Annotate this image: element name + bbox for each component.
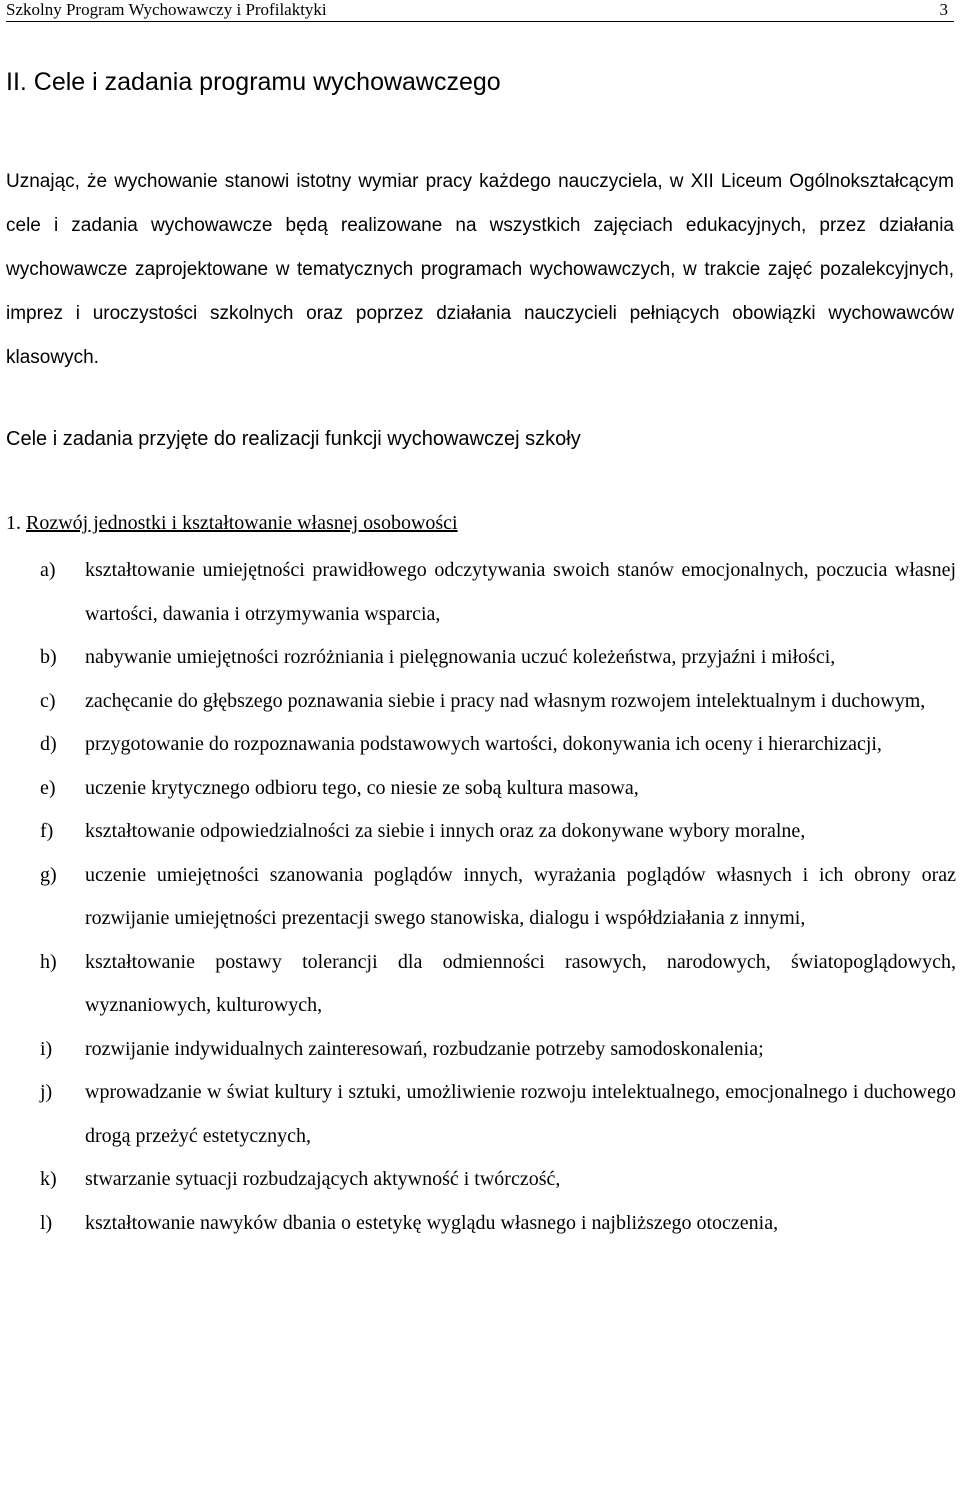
list-item-text: kształtowanie nawyków dbania o estetykę wyglądu własnego i najbliższego otoczenia, [85, 1211, 779, 1234]
list-item-label: j) [40, 1081, 53, 1103]
list-item-label: f) [40, 820, 54, 842]
list-item-text: kształtowanie umiejętności prawidłowego odczytywania swoich stanów emocjonalnych, poczucia własnej wartości, dawania i otrzymywania wsparcia, [85, 559, 956, 625]
list-item-text: kształtowanie postawy tolerancji dla odmienności rasowych, narodowych, światopoglądowych, wyznaniowych, kulturowych, [85, 950, 956, 1016]
list-item-text: stwarzanie sytuacji rozbudzających aktywność i twórczość, [85, 1168, 561, 1190]
list-item-text: uczenie umiejętności szanowania poglądów innych, wyrażania poglądów własnych i ich obrony oraz rozwijanie umiejętności prezentacji swego stanowiska, dialogu i współdziałania z innymi, [85, 863, 956, 929]
list-item [40, 1202, 956, 1246]
list-item-label: e) [40, 776, 56, 799]
list-item [40, 636, 956, 680]
list-item-label: d) [40, 733, 57, 755]
list-item [40, 767, 956, 811]
list-item-text: kształtowanie odpowiedzialności za siebie i innych oraz za dokonywane wybory moralne, [85, 820, 806, 842]
list-item-text: rozwijanie indywidualnych zainteresowań, rozbudzanie potrzeby samodoskonalenia; [85, 1037, 764, 1060]
list-item-label: l) [40, 1211, 53, 1234]
list-item-text: nabywanie umiejętności rozróżniania i pielęgnowania uczuć koleżeństwa, przyjaźni i miłości, [85, 646, 836, 668]
list-item [40, 723, 956, 767]
list-item [40, 549, 956, 636]
section-subtitle: Cele i zadania przyjęte do realizacji funkcji wychowawczej szkoły [6, 428, 581, 450]
intro-paragraph: Uznając, że wychowanie stanowi istotny wymiar pracy każdego nauczyciela, w XII Liceum Ogólnokształcącym cele i zadania wychowawcze będą realizowane na wszystkich zajęciach edukacyjnych, przez działania wychowawcze zaprojektowane w tematycznych programach wychowawczych, w trakcie zajęć pozalekcyjnych, imprez i uroczystości szkolnych oraz poprzez działania nauczycieli pełniących obowiązki wychowawców klasowych. [6, 171, 954, 368]
list-item [40, 1028, 956, 1072]
section-number: 1. [6, 512, 21, 534]
list-item [40, 1071, 956, 1158]
list-item-text: wprowadzanie w świat kultury i sztuki, umożliwienie rozwoju intelektualnego, emocjonalnego i duchowego drogą przeżyć estetycznych, [85, 1081, 956, 1147]
list-item-label: i) [40, 1037, 53, 1060]
goals-list [40, 549, 956, 1245]
page-header [6, 0, 954, 22]
list-item-text: zachęcanie do głębszego poznawania siebie i pracy nad własnym rozwojem intelektualnym i duchowym, [85, 689, 926, 712]
section-heading-text: Rozwój jednostki i kształtowanie własnej osobowości [26, 512, 458, 534]
list-item-label: b) [40, 646, 57, 668]
list-item [40, 680, 956, 724]
header-title: Szkolny Program Wychowawczy i Profilaktyki [6, 0, 327, 19]
list-item [40, 1158, 956, 1202]
list-item [40, 941, 956, 1028]
list-item-label: h) [40, 950, 57, 973]
list-item-text: uczenie krytycznego odbioru tego, co niesie ze sobą kultura masowa, [85, 776, 639, 799]
list-item-label: a) [40, 559, 56, 581]
list-item [40, 810, 956, 854]
list-item-label: g) [40, 863, 57, 886]
chapter-title: II. Cele i zadania programu wychowawczego [6, 68, 501, 96]
list-item-text: przygotowanie do rozpoznawania podstawowych wartości, dokonywania ich oceny i hierarchizacji, [85, 733, 882, 755]
list-item-label: c) [40, 689, 56, 712]
page-number: 3 [939, 0, 948, 19]
section-heading [6, 508, 458, 538]
list-item-label: k) [40, 1168, 57, 1190]
list-item [40, 854, 956, 941]
